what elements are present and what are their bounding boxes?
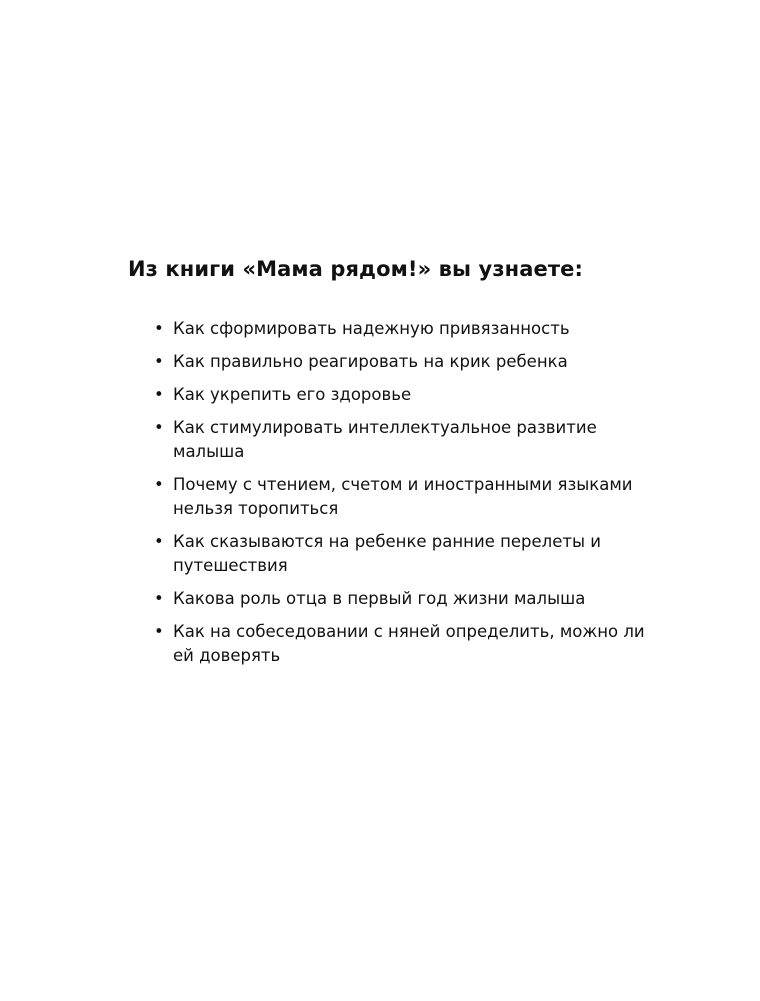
list-item-text: Как сформировать надежную привязанность [173, 319, 570, 338]
list-item-text: Как правильно реагировать на крик ребенка [173, 352, 568, 371]
bullet-icon: • [154, 385, 164, 404]
list-item [154, 620, 654, 668]
list-item-text: Какова роль отца в первый год жизни малыша [173, 589, 586, 608]
bullet-icon: • [154, 352, 164, 371]
page-heading: Из книги «Мама рядом!» вы узнаете: [128, 257, 583, 281]
bullet-icon: • [154, 589, 164, 608]
list-item-text: Как на собеседовании с няней определить, можно ли ей доверять [173, 622, 645, 665]
list-item-text: Как сказываются на ребенке ранние перелеты и путешествия [173, 532, 601, 575]
list-item-text: Как стимулировать интеллектуальное развитие малыша [173, 418, 597, 461]
list-item [154, 416, 654, 464]
bullet-icon: • [154, 532, 164, 551]
bullet-icon: • [154, 319, 164, 338]
bullet-icon: • [154, 418, 164, 437]
list-item-text: Почему с чтением, счетом и иностранными языками нельзя торопиться [173, 475, 633, 518]
list-item [154, 350, 654, 374]
list-item [154, 587, 654, 611]
list-item [154, 473, 654, 521]
bullet-icon: • [154, 622, 164, 641]
list-item-text: Как укрепить его здоровье [173, 385, 412, 404]
bullet-icon: • [154, 475, 164, 494]
list-item [154, 317, 654, 341]
list-item [154, 530, 654, 578]
list-item [154, 383, 654, 407]
bullet-list [154, 317, 654, 677]
